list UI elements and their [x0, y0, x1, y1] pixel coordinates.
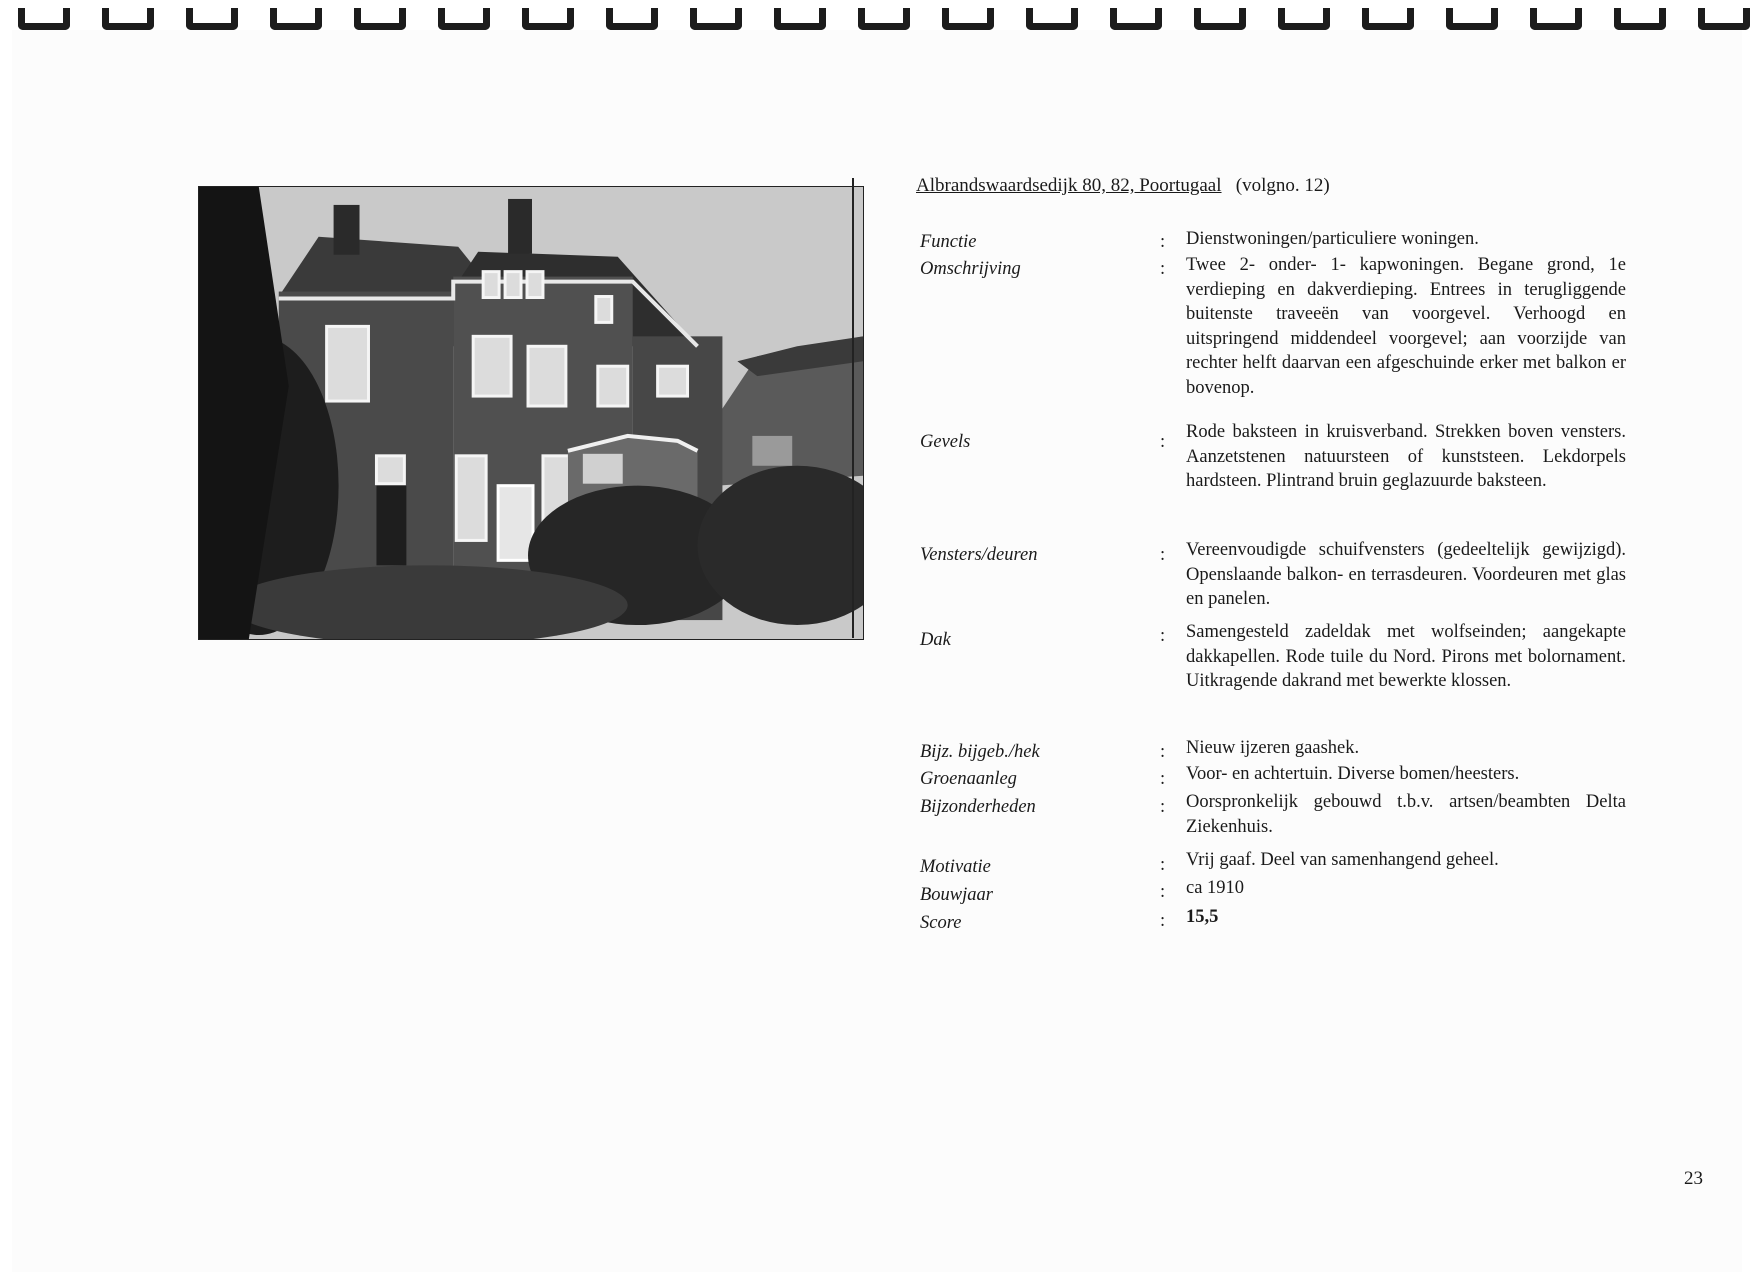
binding-ring [102, 8, 154, 30]
colon: : [1160, 855, 1166, 875]
label-bouwjaar: Bouwjaar [920, 885, 993, 905]
label-omschrijving: Omschrijving [920, 259, 1021, 279]
value-vensters-deuren: Vereenvoudigde schuifvensters (gedeeltelijk gewijzigd). Openslaande balkon- en terrasdeuren. Voordeuren met glas en panelen. [1186, 540, 1626, 609]
volgno: (volgno. 12) [1235, 175, 1330, 196]
binding-ring [1362, 8, 1414, 30]
label-bijzonderheden: Bijzonderheden [920, 797, 1036, 817]
label-dak: Dak [920, 630, 951, 650]
colon: : [1160, 769, 1166, 789]
colon: : [1160, 432, 1166, 452]
colon: : [1160, 626, 1166, 646]
binding-ring [354, 8, 406, 30]
value-score: 15,5 [1186, 907, 1219, 927]
value-functie: Dienstwoningen/particuliere woningen. [1186, 229, 1479, 249]
binding-ring [1698, 8, 1750, 30]
binding-ring [858, 8, 910, 30]
colon: : [1160, 742, 1166, 762]
value-bouwjaar: ca 1910 [1186, 878, 1245, 898]
colon: : [1160, 882, 1166, 902]
page-number: 23 [1684, 1168, 1703, 1189]
label-bijz-bijgeb-hek: Bijz. bijgeb./hek [920, 742, 1040, 762]
label-gevels: Gevels [920, 432, 971, 452]
binding-ring [1446, 8, 1498, 30]
binding-ring [18, 8, 70, 30]
binding-ring [438, 8, 490, 30]
page-header [916, 175, 1330, 197]
house-photo [198, 186, 864, 640]
value-bijz-bijgeb-hek: Nieuw ijzeren gaashek. [1186, 738, 1360, 758]
binding-ring [942, 8, 994, 30]
colon: : [1160, 545, 1166, 565]
binding-ring [1614, 8, 1666, 30]
binding-ring [606, 8, 658, 30]
binding-ring [186, 8, 238, 30]
binding-ring [1278, 8, 1330, 30]
photo-edge-line [852, 178, 854, 638]
address-title: Albrandswaardsedijk 80, 82, Poortugaal [916, 175, 1222, 196]
binding-ring [1194, 8, 1246, 30]
binding-ring [690, 8, 742, 30]
colon: : [1160, 911, 1166, 931]
value-motivatie: Vrij gaaf. Deel van samenhangend geheel. [1186, 850, 1499, 870]
label-groenaanleg: Groenaanleg [920, 769, 1017, 789]
binding-ring [1530, 8, 1582, 30]
binding-ring [522, 8, 574, 30]
binding-ring [1110, 8, 1162, 30]
value-groenaanleg: Voor- en achtertuin. Diverse bomen/heesters. [1186, 764, 1520, 784]
binding-ring [1026, 8, 1078, 30]
colon: : [1160, 259, 1166, 279]
label-score: Score [920, 913, 962, 933]
value-bijzonderheden: Oorspronkelijk gebouwd t.b.v. artsen/beambten Delta Ziekenhuis. [1186, 792, 1626, 837]
colon: : [1160, 232, 1166, 252]
colon: : [1160, 797, 1166, 817]
binding-ring [270, 8, 322, 30]
binding-ring [774, 8, 826, 30]
value-gevels: Rode baksteen in kruisverband. Strekken boven vensters. Aanzetstenen natuursteen of kunststeen. Lekdorpels hardsteen. Plintrand bruin geglazuurde baksteen. [1186, 422, 1626, 491]
label-vensters-deuren: Vensters/deuren [920, 545, 1038, 565]
value-omschrijving: Twee 2- onder- 1- kapwoningen. Begane grond, 1e verdieping en dakverdieping. Entrees in terugliggende buitenste traveeën van voorgevel. Verhoogd en uitspringend middendeel voorgevel; aan voorzijde van rechter helft daarvan een afgeschuinde erker met balkon er bovenop. [1186, 255, 1626, 398]
label-functie: Functie [920, 232, 977, 252]
label-motivatie: Motivatie [920, 857, 991, 877]
value-dak: Samengesteld zadeldak met wolfseinden; aangekapte dakkapellen. Rode tuile du Nord. Pirons met bolornament. Uitkragende dakrand met bewerkte klossen. [1186, 622, 1626, 691]
